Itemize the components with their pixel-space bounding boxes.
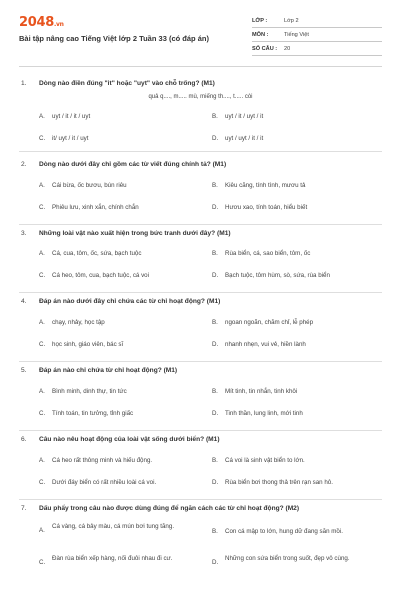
header-divider <box>19 66 382 67</box>
question-text: Đáp án nào chỉ chứa từ chỉ hoạt động? (M1) <box>39 367 178 374</box>
info-value: Tiếng Việt <box>284 32 309 38</box>
question-1: 1. Dòng nào điền đúng "it" hoặc "uyt" vào chỗ trống? (M1) quả q...., m..... mù, miếng th...., t..... còi A. uyt / it / it / uyt B. uyt / it / uyt / it C. it/ uyt / it / uyt D. uyt / uyt / it / it <box>19 80 382 152</box>
question-number: 3. <box>21 230 27 237</box>
question-4: 4. Đáp án nào dưới đây chỉ chứa các từ chỉ hoạt động? (M1) A. chạy, nhảy, học tập B. ngoan ngoãn, chăm chỉ, lễ phép C. học sinh, giáo viên, bác sĩ D. nhanh nhẹn, vui vẻ, hiền lành <box>19 298 382 362</box>
info-question-count <box>252 42 382 56</box>
question-separator <box>19 361 382 362</box>
question-separator <box>19 430 382 431</box>
info-value: Lớp 2 <box>284 18 299 24</box>
question-number: 2. <box>21 161 27 168</box>
info-label: MÔN : <box>252 32 269 38</box>
info-label: SỐ CÂU : <box>252 46 278 52</box>
worksheet-title: Bài tập nâng cao Tiếng Việt lớp 2 Tuần 33 (có đáp án) <box>19 34 209 43</box>
question-text: Những loài vật nào xuất hiện trong bức tranh dưới đây? (M1) <box>39 230 231 237</box>
question-number: 5. <box>21 367 27 374</box>
question-5: 5. Đáp án nào chỉ chứa từ chỉ hoạt động? (M1) A. Bình minh, dinh thự, tin tức B. Mít tinh, tin nhắn, tinh khôi C. Tính toán, tin tưởng, tỉnh giấc D. Tinh thần, lung linh, mới tinh <box>19 367 382 431</box>
question-3: 3. Những loài vật nào xuất hiện trong bức tranh dưới đây? (M1) A. Cá, cua, tôm, ốc, sứa, bạch tuộc B. Rùa biển, cá, sao biển, tôm, ốc C. Cá heo, tôm, cua, bạch tuộc, cá voi D. Bạch tuộc, tôm hùm, sò, sứa, rùa biển <box>19 230 382 293</box>
question-separator <box>19 499 382 500</box>
question-text: Câu nào nêu hoạt động của loài vật sống dưới biển? (M1) <box>39 436 220 443</box>
question-text: Dòng nào dưới đây chỉ gồm các từ viết đúng chính tả? (M1) <box>39 161 227 168</box>
question-prompt: quả q...., m..... mù, miếng th...., t..... còi <box>148 94 253 100</box>
question-text: Đáp án nào dưới đây chỉ chứa các từ chỉ hoạt động? (M1) <box>39 298 221 305</box>
question-7: 7. Dấu phẩy trong câu nào được dùng đúng để ngăn cách các từ chỉ hoạt động? (M2) A. Cá vàng, cá bảy màu, cá mún bơi tung tăng. B. Con cá mập to lớn, hung dữ đang săn mồi. C. Đàn rùa biển xếp hàng, nối đuôi nhau đi cư. D. Những con sứa biển trong suốt, đẹp vô cùng. <box>21 505 350 566</box>
question-separator <box>19 151 382 152</box>
question-separator <box>19 224 382 225</box>
site-logo[interactable]: 2048.vn <box>19 15 64 30</box>
question-2: 2. Dòng nào dưới đây chỉ gồm các từ viết đúng chính tả? (M1) A. Cái bừa, ốc bươu, bún riêu B. Kiêu căng, tính tình, mươu tả C. Phiêu lưu, xinh xắn, chính chắn D. Hươu xao, tính toán, hiểu biết <box>19 161 382 225</box>
info-value: 20 <box>284 46 291 52</box>
question-text: Dấu phẩy trong câu nào được dùng đúng để ngăn cách các từ chỉ hoạt động? (M2) <box>39 505 300 512</box>
question-separator <box>19 292 382 293</box>
question-6: 6. Câu nào nêu hoạt động của loài vật sống dưới biển? (M1) A. Cá heo rất thông minh và hiếu động. B. Cá voi là sinh vật biển to lớn. C. Dưới đáy biển có rất nhiều loài cá voi. D. Rùa biển bơi thong thả trên rạn san hô. <box>19 436 382 500</box>
info-subject <box>252 28 382 42</box>
question-text: Dòng nào điền đúng "it" hoặc "uyt" vào chỗ trống? (M1) <box>39 80 215 87</box>
info-grade <box>252 14 382 28</box>
question-number: 4. <box>21 298 27 305</box>
question-number: 6. <box>21 436 27 443</box>
question-number: 7. <box>21 505 27 512</box>
info-label: LỚP : <box>252 18 268 24</box>
question-number: 1. <box>21 80 27 87</box>
worksheet-header <box>0 0 400 62</box>
